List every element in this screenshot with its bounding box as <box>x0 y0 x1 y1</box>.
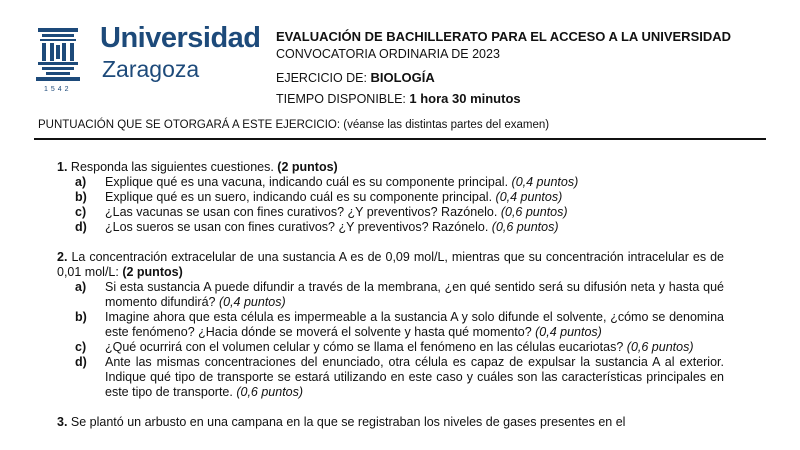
item-letter: c) <box>75 340 87 354</box>
item-body <box>105 355 724 400</box>
item-points: (0,6 puntos) <box>500 205 568 219</box>
question-points: (2 puntos) <box>122 265 183 279</box>
question-points: (2 puntos) <box>277 160 338 174</box>
question-text: La concentración extracelular de una sustancia A es de 0,09 mol/L, mientras que su concentración intracelular es de 0,01 mol/L: <box>57 250 724 279</box>
item-points: (0,4 puntos) <box>495 190 563 204</box>
item-points: (0,6 puntos) <box>491 220 559 234</box>
question-item <box>57 190 724 205</box>
item-text: Ante las mismas concentraciones del enunciado, otra célula es capaz de expulsar la sustancia A al exterior. Indique qué tipo de transporte se estará utilizando en este caso y cuáles son las características principales en este tipo de transporte. <box>105 355 724 399</box>
logo-city: Zaragoza <box>102 56 200 82</box>
question-statement <box>57 415 724 430</box>
item-text: ¿Qué ocurrirá con el volumen celular y cómo se llama el fenómeno en las células eucariotas? <box>105 340 627 354</box>
item-letter: b) <box>75 310 87 324</box>
item-letter: c) <box>75 205 87 219</box>
item-points: (0,4 puntos) <box>511 175 579 189</box>
question-text: Responda las siguientes cuestiones. <box>67 160 278 174</box>
item-body <box>105 340 724 355</box>
question-2 <box>57 250 724 400</box>
item-text: ¿Las vacunas se usan con fines curativos? ¿Y preventivos? Razónelo. <box>105 205 501 219</box>
item-text: Si esta sustancia A puede difundir a través de la membrana, ¿en qué sentido será su difusión neta y hasta qué momento difundirá? <box>105 280 724 309</box>
exam-title: EVALUACIÓN DE BACHILLERATO PARA EL ACCESO A LA UNIVERSIDAD <box>276 29 732 44</box>
scoring-note: PUNTUACIÓN QUE SE OTORGARÁ A ESTE EJERCICIO: (véanse las distintas partes del examen) <box>38 119 550 131</box>
question-statement <box>57 250 724 280</box>
item-points: (0,4 puntos) <box>218 295 286 309</box>
item-body <box>105 205 724 220</box>
question-item <box>57 310 724 340</box>
header-divider <box>34 138 766 140</box>
question-text: Se plantó un arbusto en una campana en la que se registraban los niveles de gases presentes en el <box>67 415 626 429</box>
subject-value: BIOLOGÍA <box>370 70 435 85</box>
item-letter: a) <box>75 280 87 294</box>
item-text: Explique qué es una vacuna, indicando cuál es su componente principal. <box>105 175 512 189</box>
question-3 <box>57 415 724 430</box>
question-item <box>57 205 724 220</box>
item-letter: d) <box>75 355 87 369</box>
question-number: 3. <box>57 415 68 429</box>
question-item <box>57 340 724 355</box>
question-number: 2. <box>57 250 68 264</box>
logo-year: 1542 <box>44 86 72 93</box>
item-body <box>105 175 724 190</box>
question-item <box>57 355 724 400</box>
question-item <box>57 175 724 190</box>
item-text: Imagine ahora que esta célula es impermeable a la sustancia A y solo difunde el solvente, ¿cómo se denomina este fenómeno? ¿Hacia dónde se moverá el solvente y hasta qué momento? <box>105 310 724 339</box>
item-body <box>105 220 724 235</box>
item-text: ¿Los sueros se usan con fines curativos? ¿Y preventivos? Razónelo. <box>105 220 492 234</box>
question-1 <box>57 160 724 235</box>
item-letter: b) <box>75 190 87 204</box>
time-label: TIEMPO DISPONIBLE: <box>276 92 410 106</box>
question-number: 1. <box>57 160 68 174</box>
logo-name: Universidad <box>100 22 261 54</box>
item-letter: d) <box>75 220 87 234</box>
question-statement <box>57 160 724 175</box>
item-points: (0,4 puntos) <box>535 325 602 339</box>
question-item <box>57 220 724 235</box>
item-body <box>105 310 724 340</box>
question-item <box>57 280 724 310</box>
questions <box>57 160 724 445</box>
university-emblem-icon <box>34 26 82 84</box>
exam-time <box>276 91 521 106</box>
time-value: 1 hora 30 minutos <box>409 91 521 106</box>
exam-subject <box>276 70 435 85</box>
item-body <box>105 190 724 205</box>
exam-convocatoria: CONVOCATORIA ORDINARIA DE 2023 <box>276 47 500 61</box>
item-letter: a) <box>75 175 87 189</box>
item-points: (0,6 puntos) <box>236 385 304 399</box>
item-points: (0,6 puntos) <box>626 340 694 354</box>
item-body <box>105 280 724 310</box>
subject-label: EJERCICIO DE: <box>276 71 371 85</box>
item-text: Explique qué es un suero, indicando cuál es su componente principal. <box>105 190 496 204</box>
